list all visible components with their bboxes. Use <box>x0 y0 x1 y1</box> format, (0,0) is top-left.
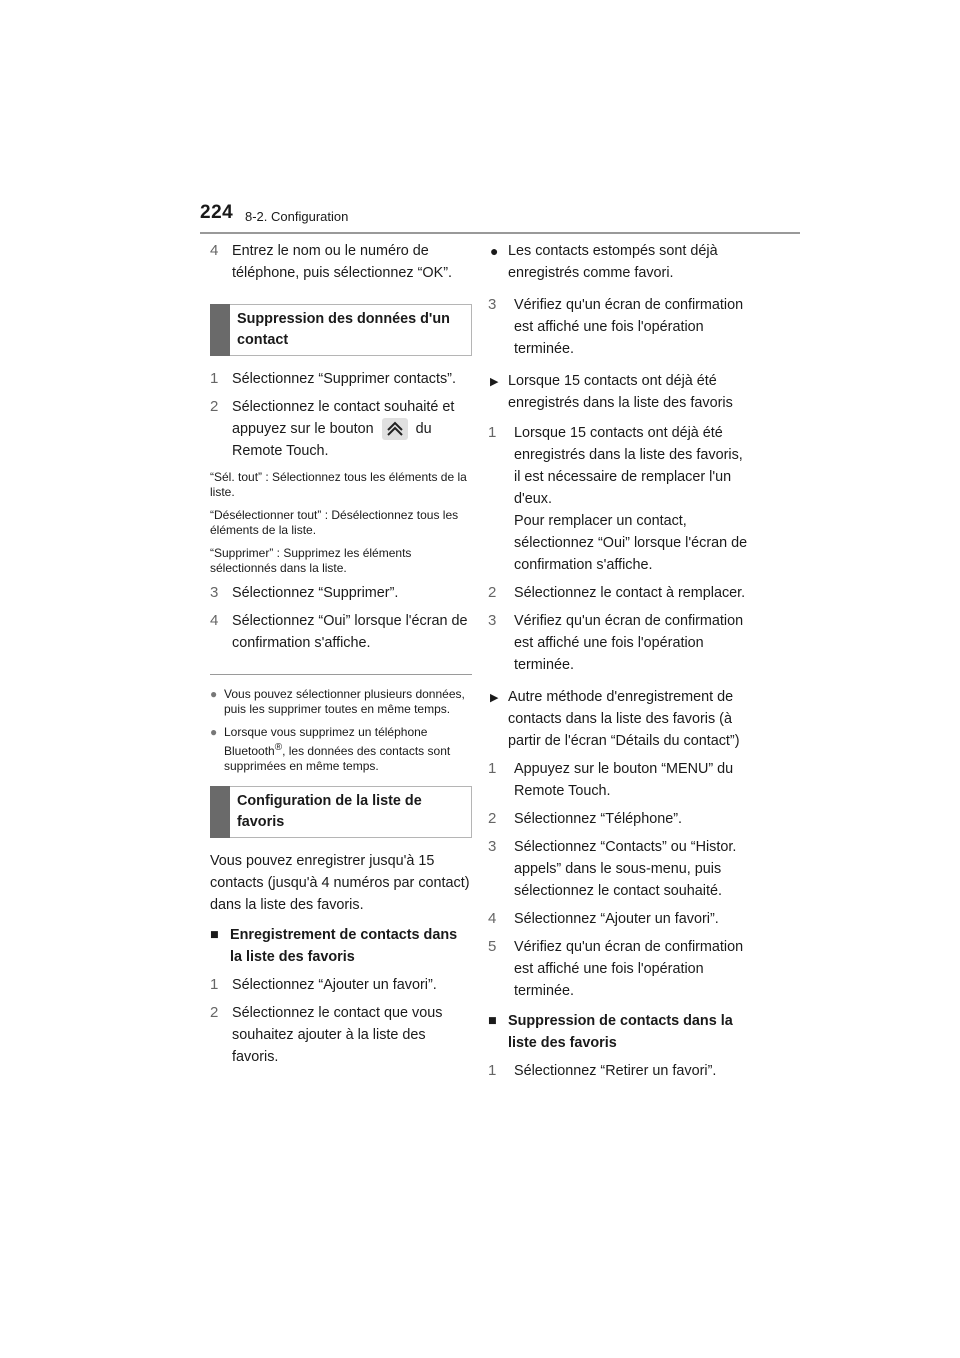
step-1-add-favorite <box>210 974 472 996</box>
heading-bar <box>210 786 230 838</box>
step-number: 4 <box>210 612 219 630</box>
step-1-select-delete <box>210 368 472 390</box>
step-number: 1 <box>488 424 497 441</box>
header-divider <box>200 232 800 234</box>
step-3-verify-replace <box>488 610 750 676</box>
bullet-greyed-contacts <box>488 240 750 284</box>
page-number: 224 <box>200 202 234 223</box>
intro-paragraph: Vous pouvez enregistrer jusqu'à 15 contacts (jusqu'à 4 numéros par contact) dans la liste des favoris. <box>210 853 470 914</box>
info-note-text: , les données des contacts sont supprimées en même temps. <box>224 744 451 774</box>
step-2-select-replace <box>488 582 750 604</box>
step-1-replace <box>488 422 750 576</box>
step-number: 1 <box>488 1062 497 1079</box>
subheading-text: Suppression de contacts dans la liste des favoris <box>508 1013 733 1051</box>
note-delete: “Supprimer” : Supprimez les éléments sélectionnés dans la liste. <box>210 546 412 576</box>
step-3-verify <box>488 294 750 360</box>
arrow-right-icon: ▶ <box>490 692 499 704</box>
section-title: 8-2. Configuration <box>245 209 349 224</box>
step-text: Entrez le nom ou le numéro de téléphone, puis sélectionnez “OK”. <box>232 243 452 281</box>
arrow-text: Autre méthode d'enregistrement de contacts dans la liste des favoris (à partir de l'écran “Détails du contact”) <box>508 689 740 749</box>
heading-favorites-config <box>210 786 472 838</box>
info-note-text: Vous pouvez sélectionner plusieurs données, puis les supprimer toutes en même temps. <box>224 687 465 717</box>
step-3-delete <box>210 582 472 604</box>
step-text: Sélectionnez “Ajouter un favori”. <box>232 977 437 994</box>
step-number: 4 <box>488 910 497 927</box>
step-number: 3 <box>210 584 219 602</box>
right-column <box>488 240 750 1088</box>
step-2-select-contact-favorite <box>210 1002 472 1068</box>
step-number: 5 <box>488 938 497 955</box>
step-text-a: Lorsque 15 contacts ont déjà été enregistrés dans la liste des favoris, il est nécessaire de remplacer l'un d'eux. <box>514 425 743 507</box>
step-3-contacts <box>488 836 750 902</box>
step-text: Vérifiez qu'un écran de confirmation est affiché une fois l'opération terminée. <box>514 297 744 357</box>
step-number: 2 <box>210 1004 219 1022</box>
subheading-register-favorites <box>210 924 472 968</box>
arrow-other-method <box>488 686 750 752</box>
step-text: Sélectionnez “Ajouter un favori”. <box>514 911 719 927</box>
info-notes <box>210 674 472 774</box>
bullet-text: Les contacts estompés sont déjà enregistrés comme favori. <box>508 243 718 281</box>
step-number: 2 <box>488 810 497 827</box>
step-1-menu <box>488 758 750 802</box>
step-number: 4 <box>210 242 219 259</box>
remote-touch-button-icon <box>382 418 408 440</box>
heading-delete-contact <box>210 304 472 356</box>
info-note-text: Lorsque vous supprimez un téléphone Bluetooth <box>224 725 428 759</box>
info-note <box>210 687 472 717</box>
registered-mark: ® <box>274 742 283 754</box>
note-deselect-all: “Désélectionner tout” : Désélectionnez tous les éléments de la liste. <box>210 508 459 538</box>
step-1-remove-favorite <box>488 1060 750 1082</box>
step-text: Appuyez sur le bouton “MENU” du Remote Touch. <box>514 761 734 799</box>
step-text: Sélectionnez “Téléphone”. <box>514 811 682 827</box>
step-text-a: Sélectionnez le contact souhaité et appuyez sur le bouton <box>232 399 455 437</box>
step-number: 3 <box>488 296 497 313</box>
arrow-right-icon: ▶ <box>490 376 499 388</box>
step-text: Sélectionnez “Supprimer contacts”. <box>232 371 456 387</box>
arrow-15-contacts <box>488 370 750 414</box>
step-2-select-contact <box>210 396 472 462</box>
heading-bar <box>210 304 230 356</box>
step-text: Sélectionnez “Oui” lorsque l'écran de confirmation s'affiche. <box>232 613 468 652</box>
step-text: Sélectionnez “Retirer un favori”. <box>514 1063 717 1079</box>
step-4-confirm <box>210 610 472 654</box>
step-4-add-favorite <box>488 908 750 930</box>
step-number: 3 <box>488 612 497 629</box>
heading-text: Suppression des données d'un contact <box>237 311 450 348</box>
step-2-phone <box>488 808 750 830</box>
info-note <box>210 725 472 774</box>
step-text: Sélectionnez “Contacts” ou “Histor. appels” dans le sous-menu, puis sélectionnez le contact souhaité. <box>514 839 737 899</box>
step-number: 1 <box>210 976 219 994</box>
left-column <box>210 240 472 1074</box>
step-number: 1 <box>210 370 219 387</box>
step-number: 2 <box>210 398 219 415</box>
step-text: Vérifiez qu'un écran de confirmation est affiché une fois l'opération terminée. <box>514 613 744 673</box>
step-number: 2 <box>488 584 497 601</box>
square-icon: ■ <box>488 1013 497 1029</box>
bullet-icon: ● <box>490 243 499 259</box>
step-text: Sélectionnez le contact à remplacer. <box>514 585 746 601</box>
step-number: 1 <box>488 760 497 777</box>
subheading-delete-favorites <box>488 1010 750 1054</box>
bullet-icon: ● <box>210 687 218 702</box>
note-select-all: “Sél. tout” : Sélectionnez tous les éléments de la liste. <box>210 470 467 500</box>
bullet-icon: ● <box>210 725 218 740</box>
step-text-b: Pour remplacer un contact, sélectionnez “Oui” lorsque l'écran de confirmation s'affiche. <box>514 513 748 573</box>
step-text: Sélectionnez “Supprimer”. <box>232 585 399 602</box>
step-text-b: du Remote Touch. <box>232 421 432 460</box>
step-text: Sélectionnez le contact que vous souhaitez ajouter à la liste des favoris. <box>232 1005 443 1066</box>
step-4-enter-name <box>210 240 472 284</box>
arrow-text: Lorsque 15 contacts ont déjà été enregistrés dans la liste des favoris <box>508 373 733 411</box>
subheading-text: Enregistrement de contacts dans la liste des favoris <box>230 927 458 966</box>
step-5-verify <box>488 936 750 1002</box>
square-icon: ■ <box>210 927 219 944</box>
step-text: Vérifiez qu'un écran de confirmation est affiché une fois l'opération terminée. <box>514 939 744 999</box>
step-number: 3 <box>488 838 497 855</box>
heading-text: Configuration de la liste de favoris <box>237 793 422 831</box>
